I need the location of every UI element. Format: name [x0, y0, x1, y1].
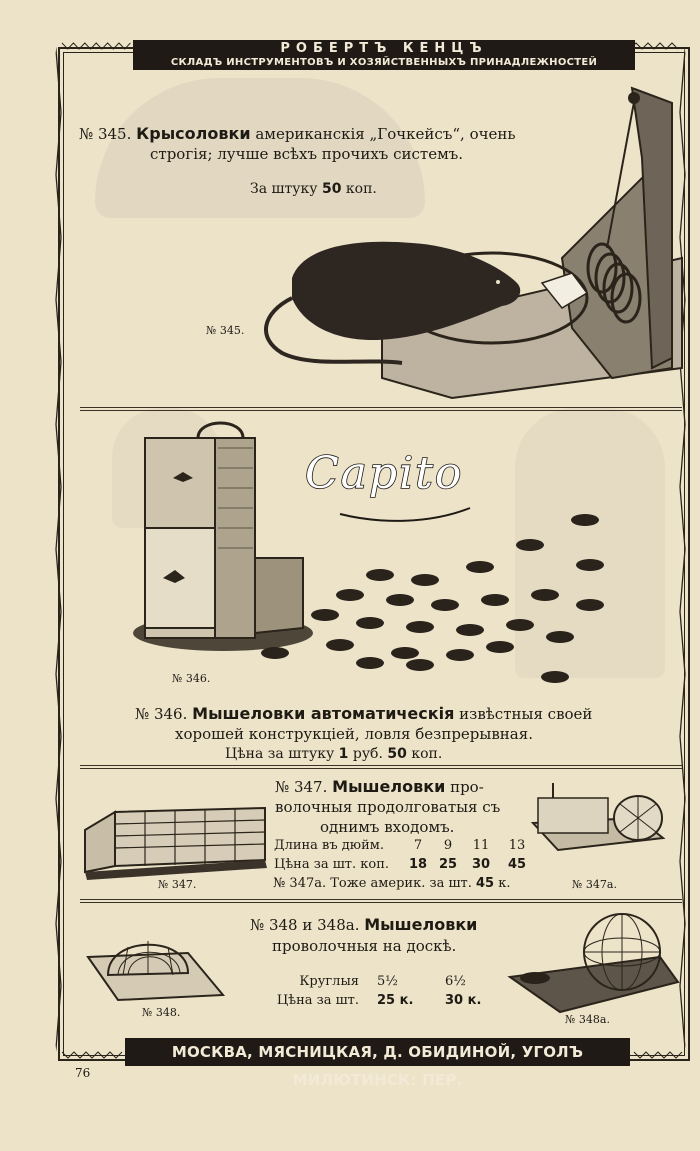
item-347a-trap-illustration [528, 778, 668, 868]
item-348a-trap-illustration [500, 902, 680, 1017]
section-divider [80, 407, 682, 408]
item-347-caption-left: № 347. [158, 878, 197, 891]
item-347-desc3: однимъ входомъ. [320, 818, 455, 836]
item-346-desc1: извѣстныя своей [459, 705, 593, 723]
item-347-name: Мышеловки [332, 777, 446, 796]
item-345-name: Крысоловки [136, 124, 251, 143]
table-row: Цѣна за шт. коп. 18 25 30 45 [274, 857, 527, 872]
section-divider [80, 410, 682, 411]
item-347-line1: № 347. Мышеловки про- [275, 777, 484, 796]
item-348-trap-illustration [88, 925, 223, 1005]
footer-address-banner: МОСКВА, МЯСНИЦКАЯ, Д. ОБИДИНОЙ, УГОЛЪ МИЛЮТИНСК: ПЕР. [125, 1038, 630, 1066]
item-347-desc2: волочныя продолговатыя съ [275, 798, 501, 816]
item-345-desc1: американскія „Гочкейсъ“, очень [255, 125, 516, 143]
item-345-price-value: 50 [321, 181, 342, 197]
item-346-line1 [135, 704, 592, 724]
page-number: 76 [75, 1066, 91, 1080]
section-divider [80, 899, 682, 900]
table-row: Цѣна за шт. 25 к. 30 к. [276, 993, 482, 1008]
item-346-price: Цѣна за штуку 1 руб. 50 коп. [225, 746, 443, 762]
item-346-caption: № 346. [172, 672, 211, 685]
item-345-desc2: строгія; лучше всѣхъ прочихъ системъ. [150, 145, 464, 163]
item-347-number: № 347. [275, 778, 328, 796]
item-346-number: № 346. [135, 705, 188, 723]
item-348-name: Мышеловки [364, 915, 478, 934]
item-345-number: № 345. [79, 125, 132, 143]
section-divider [80, 765, 682, 766]
table-row: Круглыя 5½ 6½ [299, 974, 466, 989]
rat-trap-illustration [262, 78, 682, 398]
frame-zigzag-left [56, 50, 66, 1056]
item-347-caption-right: № 347а. [572, 878, 617, 891]
item-347-trap-illustration [85, 800, 270, 880]
item-348-caption-left: № 348. [142, 1006, 181, 1019]
item-348-desc2: проволочныя на доскѣ. [272, 937, 457, 955]
item-347a-variant: № 347а. Тоже америк. за шт. 45 к. [273, 876, 511, 891]
item-345-caption: № 345. [206, 324, 245, 337]
item-346-desc2: хорошей конструкціей, ловля безпрерывная. [175, 725, 533, 743]
company-subtitle: СКЛАДЪ ИНСТРУМЕНТОВЪ И ХОЗЯЙСТВЕННЫХЪ ПРИНАДЛЕЖНОСТЕЙ [170, 57, 598, 68]
mice-swarm-illustration [230, 505, 640, 695]
section-divider [80, 768, 682, 769]
header-banner [133, 40, 635, 70]
item-347-size-price-table [270, 836, 535, 874]
capito-brand-logo: Capito [305, 448, 464, 499]
item-346-name: Мышеловки автоматическія [192, 704, 455, 723]
item-348-size-price-table [250, 972, 499, 1010]
company-name: РОБЕРТЪ КЕНЦЪ [280, 41, 488, 56]
item-348-number: № 348 и 348а. [250, 916, 360, 934]
table-row: Длина въ дюйм. 7 9 11 13 [274, 838, 526, 853]
item-348-line1 [250, 915, 477, 935]
item-348-caption-right: № 348а. [565, 1013, 610, 1026]
item-345-price: За штуку 50 коп. [250, 181, 377, 197]
